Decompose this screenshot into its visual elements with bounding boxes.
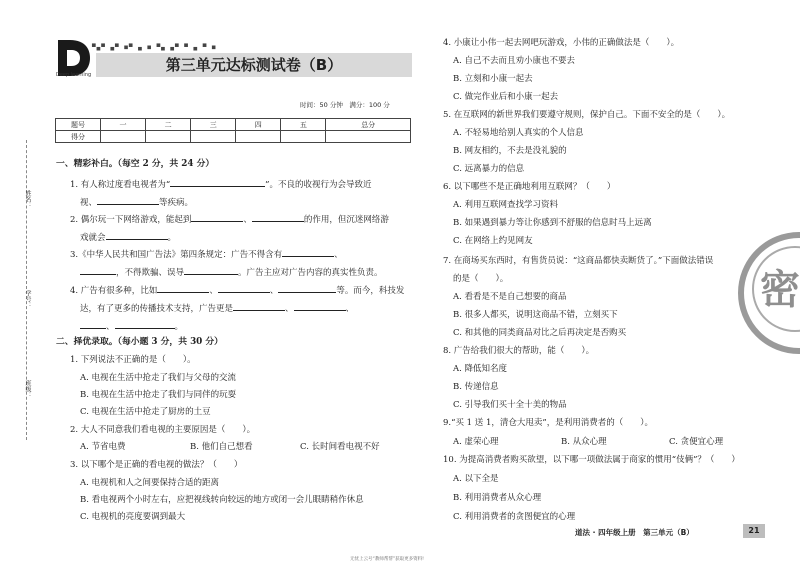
- question-1-cont: 视、 等疾病。: [80, 195, 193, 209]
- option-b[interactable]: B. 电视在生活中抢走了我们与同伴的玩耍: [80, 390, 237, 400]
- answer-blank[interactable]: [157, 283, 209, 293]
- logo-text: Deep learning: [56, 72, 92, 78]
- mc-question-7-cont: 的是（ ）。: [453, 274, 509, 284]
- answer-blank[interactable]: [184, 265, 238, 275]
- question-2: 2. 偶尔玩一下网络游戏，能起到 、 的作用，但沉迷网络游: [70, 212, 389, 226]
- table-cell: 三: [191, 119, 236, 131]
- option-a[interactable]: A. 降低知名度: [453, 364, 508, 374]
- code-dots: ▀▄▀ ▄▀ ■▀ ▄ ■ ▀▄ ▄▀ ▀ ▄ ▀ ■: [92, 44, 217, 51]
- answer-blank[interactable]: [282, 247, 334, 257]
- option-a[interactable]: A. 不轻易地给别人真实的个人信息: [453, 128, 584, 138]
- answer-blank[interactable]: [191, 212, 243, 222]
- option-c[interactable]: C. 贪便宜心理: [669, 437, 724, 447]
- page-number: 21: [743, 524, 765, 538]
- option-a[interactable]: A. 利用互联网查找学习资料: [453, 200, 559, 210]
- option-c[interactable]: C. 在网络上约见网友: [453, 236, 533, 246]
- score-cell[interactable]: [236, 131, 281, 143]
- table-cell: 得分: [56, 131, 101, 143]
- answer-blank[interactable]: [218, 283, 270, 293]
- option-b[interactable]: B. 传递信息: [453, 382, 499, 392]
- option-c[interactable]: C. 做完作业后和小康一起去: [453, 92, 559, 102]
- option-a[interactable]: A. 虚荣心理: [453, 437, 499, 447]
- option-a[interactable]: A. 以下全是: [453, 474, 499, 484]
- score-cell[interactable]: [101, 131, 146, 143]
- answer-blank[interactable]: [278, 283, 336, 293]
- mc-question-2: 2. 大人不同意我们看电视的主要原因是（ ）。: [70, 425, 256, 435]
- section-1-heading: 一、精彩补白。（每空 2 分，共 24 分）: [56, 159, 215, 169]
- answer-blank[interactable]: [115, 319, 175, 329]
- option-c[interactable]: C. 长时间看电视不好: [300, 442, 380, 452]
- table-cell: 二: [146, 119, 191, 131]
- side-class-label: 班级：: [24, 380, 31, 398]
- score-cell[interactable]: [191, 131, 236, 143]
- answer-blank[interactable]: [106, 230, 168, 240]
- option-c[interactable]: C. 电视机的亮度要调到最大: [80, 512, 186, 522]
- answer-blank[interactable]: [233, 301, 285, 311]
- seal-stamp-text: 密: [760, 267, 800, 313]
- time-info: 时间：50 分钟 满分：100 分: [300, 101, 390, 109]
- mc-question-1: 1. 下列说法不正确的是（ ）。: [70, 355, 196, 365]
- option-b[interactable]: B. 从众心理: [561, 437, 607, 447]
- table-cell: 一: [101, 119, 146, 131]
- mc-question-7: 7. 在商场买东西时，有售货员说：“这商品都快卖断货了。”下面做法错误: [443, 256, 714, 266]
- option-c[interactable]: C. 引导我们买十全十美的物品: [453, 400, 567, 410]
- option-c[interactable]: C. 和其他的同类商品对比之后再决定是否购买: [453, 328, 627, 338]
- table-row: [56, 131, 411, 143]
- score-cell[interactable]: [326, 131, 411, 143]
- option-b[interactable]: B. 很多人都买，说明这商品不错，立刻买下: [453, 310, 618, 320]
- answer-blank[interactable]: [294, 301, 346, 311]
- option-a[interactable]: A. 自己不去而且劝小康也不要去: [453, 56, 576, 66]
- footer-label: 道法 · 四年级上册 第三单元（B）: [575, 528, 694, 537]
- mc-question-4: 4. 小康让小伟一起去网吧玩游戏，小伟的正确做法是（ ）。: [443, 38, 680, 48]
- score-table: [55, 118, 411, 143]
- table-cell: 四: [236, 119, 281, 131]
- answer-blank[interactable]: [80, 319, 106, 329]
- mc-question-10: 10. 为提高消费者购买欲望，以下哪一项做法属于商家的惯用“伎俩”？（ ）: [443, 455, 740, 465]
- question-3-cont: ，不得欺骗、误导 。广告主应对广告内容的真实性负责。: [80, 265, 383, 279]
- option-a[interactable]: A. 电视在生活中抢走了我们与父母的交流: [80, 373, 237, 383]
- question-4-cont2: 、 。: [80, 319, 183, 333]
- bottom-note: 无忧上云号“教师帮帮”获取更多资料!: [350, 557, 424, 562]
- option-c[interactable]: C. 远离暴力的信息: [453, 164, 525, 174]
- answer-blank[interactable]: [252, 212, 304, 222]
- question-2-cont: 戏就会 。: [80, 230, 176, 244]
- section-2-heading: 二、择优录取。（每小题 3 分，共 30 分）: [56, 337, 223, 347]
- page-title: 第三单元达标测试卷（B）: [165, 56, 343, 74]
- option-c[interactable]: C. 电视在生活中抢走了厨房的土豆: [80, 407, 211, 417]
- question-4-cont: 达，有了更多的传播技术支持，广告更是 、 、: [80, 301, 354, 315]
- option-b[interactable]: B. 他们自己想看: [190, 442, 253, 452]
- option-b[interactable]: B. 利用消费者从众心理: [453, 493, 542, 503]
- side-id-label: 学号：: [24, 290, 31, 308]
- answer-blank[interactable]: [170, 177, 265, 187]
- answer-blank[interactable]: [80, 265, 116, 275]
- table-row: [56, 119, 411, 131]
- question-3: 3.《中华人民共和国广告法》第四条规定：广告不得含有 、: [70, 247, 343, 261]
- score-cell[interactable]: [146, 131, 191, 143]
- table-cell: 五: [281, 119, 326, 131]
- option-b[interactable]: B. 看电视两个小时左右，应把视线转向较远的地方或闭一会儿眼睛稍作休息: [80, 495, 364, 505]
- question-4: 4. 广告有很多种，比如 、 、 等。而今，科技发: [70, 283, 404, 297]
- option-b[interactable]: B. 立刻和小康一起去: [453, 74, 533, 84]
- option-c[interactable]: C. 利用消费者的贪图便宜的心理: [453, 512, 576, 522]
- option-a[interactable]: A. 电视机和人之间要保持合适的距离: [80, 478, 220, 488]
- mc-question-8: 8. 广告给我们很大的帮助，能（ ）。: [443, 346, 595, 356]
- table-cell: 题号: [56, 119, 101, 131]
- answer-blank[interactable]: [97, 195, 159, 205]
- mc-question-3: 3. 以下哪个是正确的看电视的做法？（ ）: [70, 460, 243, 470]
- mc-question-9: 9.“买 1 送 1，清仓大甩卖”，是利用消费者的（ ）。: [443, 418, 653, 428]
- option-b[interactable]: B. 如果遇到暴力等让你感到不舒服的信息时马上远离: [453, 218, 652, 228]
- option-b[interactable]: B. 网友相约，不去是没礼貌的: [453, 146, 567, 156]
- question-1: 1. 有人称过度看电视者为“ ”。不良的收视行为会导致近: [70, 177, 372, 191]
- score-cell[interactable]: [281, 131, 326, 143]
- mc-question-5: 5. 在互联网的新世界我们要遵守规则，保护自己。下面不安全的是（ ）。: [443, 110, 731, 120]
- option-a[interactable]: A. 节省电费: [80, 442, 126, 452]
- side-name-label: 姓名：: [24, 190, 31, 208]
- option-a[interactable]: A. 看看是不是自己想要的商品: [453, 292, 567, 302]
- mc-question-6: 6. 以下哪些不是正确地利用互联网？（ ）: [443, 182, 616, 192]
- table-cell: 总分: [326, 119, 411, 131]
